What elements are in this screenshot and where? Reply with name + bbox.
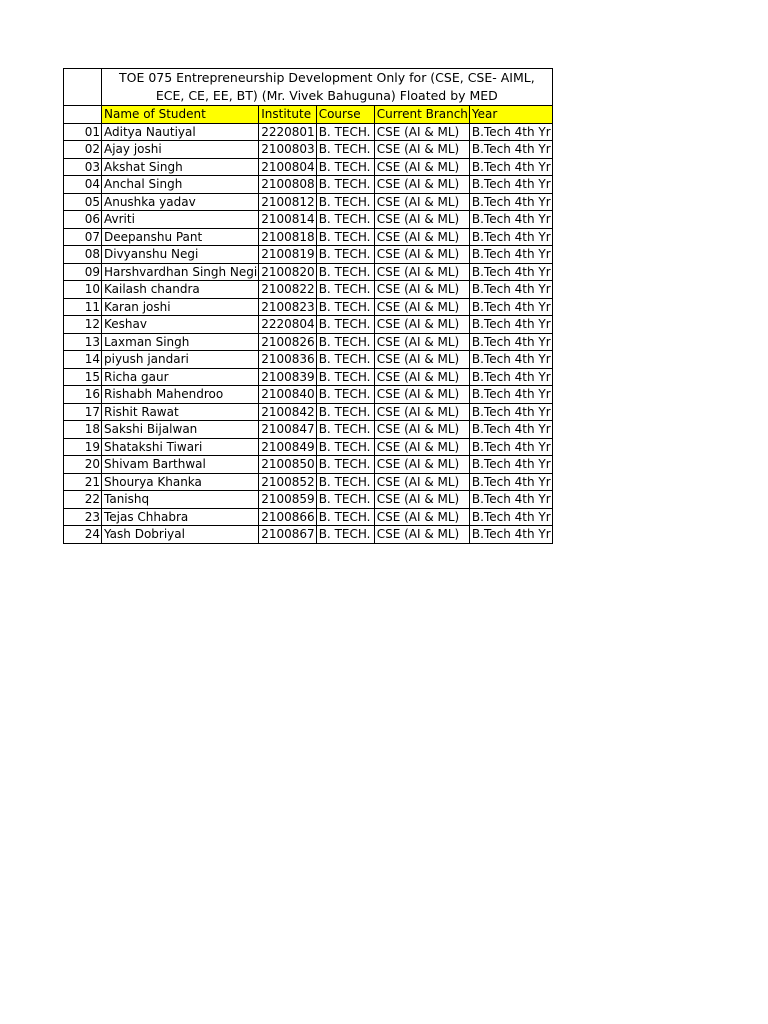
institute-id-cell: 2100804: [259, 158, 316, 176]
serial-number-cell: 09: [64, 263, 102, 281]
current-branch-cell: CSE (AI & ML): [374, 438, 469, 456]
current-branch-cell: CSE (AI & ML): [374, 298, 469, 316]
institute-id-cell: 2100808: [259, 176, 316, 194]
table-row: [64, 526, 553, 544]
course-cell: B. TECH.: [316, 403, 374, 421]
year-cell: B.Tech 4th Yr: [469, 228, 552, 246]
table-title-line-2: ECE, CE, EE, BT) (Mr. Vivek Bahuguna) Floated by MED: [155, 88, 498, 103]
header-row: [64, 106, 553, 124]
current-branch-cell: CSE (AI & ML): [374, 421, 469, 439]
course-cell: B. TECH.: [316, 316, 374, 334]
institute-id-cell: 2100867: [259, 526, 316, 544]
table-row: [64, 176, 553, 194]
table-body: [64, 69, 553, 544]
serial-number-cell: 13: [64, 333, 102, 351]
year-cell: B.Tech 4th Yr: [469, 508, 552, 526]
table-row: [64, 211, 553, 229]
student-name-cell: Keshav: [102, 316, 259, 334]
table-row: [64, 421, 553, 439]
institute-id-cell: 2220801: [259, 123, 316, 141]
serial-number-cell: 11: [64, 298, 102, 316]
course-cell: B. TECH.: [316, 228, 374, 246]
table-row: [64, 333, 553, 351]
institute-id-cell: 2100823: [259, 298, 316, 316]
table-row: [64, 263, 553, 281]
current-branch-cell: CSE (AI & ML): [374, 281, 469, 299]
serial-number-cell: 14: [64, 351, 102, 369]
institute-id-cell: 2100840: [259, 386, 316, 404]
year-cell: B.Tech 4th Yr: [469, 351, 552, 369]
year-cell: B.Tech 4th Yr: [469, 438, 552, 456]
serial-number-cell: 08: [64, 246, 102, 264]
serial-number-cell: 05: [64, 193, 102, 211]
serial-number-cell: 06: [64, 211, 102, 229]
institute-id-cell: 2100847: [259, 421, 316, 439]
current-branch-cell: CSE (AI & ML): [374, 176, 469, 194]
year-cell: B.Tech 4th Yr: [469, 491, 552, 509]
current-branch-cell: CSE (AI & ML): [374, 211, 469, 229]
table-row: [64, 438, 553, 456]
course-cell: B. TECH.: [316, 158, 374, 176]
student-name-cell: Tanishq: [102, 491, 259, 509]
student-name-cell: Shatakshi Tiwari: [102, 438, 259, 456]
year-cell: B.Tech 4th Yr: [469, 263, 552, 281]
student-name-cell: Tejas Chhabra: [102, 508, 259, 526]
course-cell: B. TECH.: [316, 368, 374, 386]
institute-id-cell: 2100836: [259, 351, 316, 369]
table-title: [102, 69, 553, 106]
current-branch-cell: CSE (AI & ML): [374, 141, 469, 159]
current-branch-cell: CSE (AI & ML): [374, 491, 469, 509]
current-branch-cell: CSE (AI & ML): [374, 263, 469, 281]
current-branch-cell: CSE (AI & ML): [374, 526, 469, 544]
current-branch-cell: CSE (AI & ML): [374, 368, 469, 386]
serial-number-cell: 15: [64, 368, 102, 386]
year-cell: B.Tech 4th Yr: [469, 526, 552, 544]
serial-number-cell: 17: [64, 403, 102, 421]
student-name-cell: Shivam Barthwal: [102, 456, 259, 474]
serial-number-cell: 07: [64, 228, 102, 246]
student-name-cell: Anchal Singh: [102, 176, 259, 194]
institute-id-cell: 2100803: [259, 141, 316, 159]
serial-number-cell: 24: [64, 526, 102, 544]
student-name-cell: Yash Dobriyal: [102, 526, 259, 544]
student-name-cell: Kailash chandra: [102, 281, 259, 299]
current-branch-cell: CSE (AI & ML): [374, 333, 469, 351]
header-name-of-student: Name of Student: [102, 106, 259, 124]
course-cell: B. TECH.: [316, 491, 374, 509]
course-cell: B. TECH.: [316, 333, 374, 351]
header-current-branch: Current Branch: [374, 106, 469, 124]
year-cell: B.Tech 4th Yr: [469, 123, 552, 141]
institute-id-cell: 2100814: [259, 211, 316, 229]
current-branch-cell: CSE (AI & ML): [374, 351, 469, 369]
serial-number-cell: 04: [64, 176, 102, 194]
institute-id-cell: 2100850: [259, 456, 316, 474]
table-row: [64, 386, 553, 404]
year-cell: B.Tech 4th Yr: [469, 193, 552, 211]
year-cell: B.Tech 4th Yr: [469, 281, 552, 299]
current-branch-cell: CSE (AI & ML): [374, 473, 469, 491]
course-cell: B. TECH.: [316, 123, 374, 141]
table-row: [64, 281, 553, 299]
header-year: Year: [469, 106, 552, 124]
student-name-cell: Rishit Rawat: [102, 403, 259, 421]
header-institute: Institute: [259, 106, 316, 124]
institute-id-cell: 2100818: [259, 228, 316, 246]
year-cell: B.Tech 4th Yr: [469, 211, 552, 229]
current-branch-cell: CSE (AI & ML): [374, 228, 469, 246]
year-cell: B.Tech 4th Yr: [469, 246, 552, 264]
institute-id-cell: 2100812: [259, 193, 316, 211]
course-cell: B. TECH.: [316, 526, 374, 544]
year-cell: B.Tech 4th Yr: [469, 386, 552, 404]
serial-number-cell: 10: [64, 281, 102, 299]
serial-number-cell: 20: [64, 456, 102, 474]
table-row: [64, 316, 553, 334]
course-cell: B. TECH.: [316, 473, 374, 491]
year-cell: B.Tech 4th Yr: [469, 403, 552, 421]
table-row: [64, 456, 553, 474]
table-row: [64, 246, 553, 264]
course-cell: B. TECH.: [316, 193, 374, 211]
course-cell: B. TECH.: [316, 176, 374, 194]
student-name-cell: Shourya Khanka: [102, 473, 259, 491]
header-serial-cell: [64, 106, 102, 124]
course-cell: B. TECH.: [316, 141, 374, 159]
serial-number-cell: 12: [64, 316, 102, 334]
course-cell: B. TECH.: [316, 438, 374, 456]
serial-number-cell: 23: [64, 508, 102, 526]
table-row: [64, 158, 553, 176]
course-cell: B. TECH.: [316, 246, 374, 264]
year-cell: B.Tech 4th Yr: [469, 158, 552, 176]
current-branch-cell: CSE (AI & ML): [374, 456, 469, 474]
serial-number-cell: 16: [64, 386, 102, 404]
title-row-blank-cell: [64, 69, 102, 106]
year-cell: B.Tech 4th Yr: [469, 456, 552, 474]
serial-number-cell: 19: [64, 438, 102, 456]
serial-number-cell: 22: [64, 491, 102, 509]
table-row: [64, 403, 553, 421]
table-row: [64, 351, 553, 369]
course-cell: B. TECH.: [316, 351, 374, 369]
student-name-cell: Karan joshi: [102, 298, 259, 316]
institute-id-cell: 2100859: [259, 491, 316, 509]
serial-number-cell: 03: [64, 158, 102, 176]
course-cell: B. TECH.: [316, 263, 374, 281]
current-branch-cell: CSE (AI & ML): [374, 316, 469, 334]
table-row: [64, 193, 553, 211]
header-course: Course: [316, 106, 374, 124]
year-cell: B.Tech 4th Yr: [469, 176, 552, 194]
student-name-cell: Aditya Nautiyal: [102, 123, 259, 141]
student-name-cell: Richa gaur: [102, 368, 259, 386]
current-branch-cell: CSE (AI & ML): [374, 403, 469, 421]
student-name-cell: Akshat Singh: [102, 158, 259, 176]
table-row: [64, 228, 553, 246]
serial-number-cell: 21: [64, 473, 102, 491]
institute-id-cell: 2100842: [259, 403, 316, 421]
institute-id-cell: 2100852: [259, 473, 316, 491]
institute-id-cell: 2220804: [259, 316, 316, 334]
year-cell: B.Tech 4th Yr: [469, 368, 552, 386]
table-row: [64, 368, 553, 386]
student-list-table: [63, 68, 553, 544]
current-branch-cell: CSE (AI & ML): [374, 508, 469, 526]
year-cell: B.Tech 4th Yr: [469, 333, 552, 351]
institute-id-cell: 2100819: [259, 246, 316, 264]
course-cell: B. TECH.: [316, 456, 374, 474]
year-cell: B.Tech 4th Yr: [469, 421, 552, 439]
course-cell: B. TECH.: [316, 281, 374, 299]
course-cell: B. TECH.: [316, 298, 374, 316]
course-cell: B. TECH.: [316, 508, 374, 526]
institute-id-cell: 2100820: [259, 263, 316, 281]
student-name-cell: Ajay joshi: [102, 141, 259, 159]
institute-id-cell: 2100826: [259, 333, 316, 351]
table-row: [64, 141, 553, 159]
serial-number-cell: 01: [64, 123, 102, 141]
year-cell: B.Tech 4th Yr: [469, 473, 552, 491]
table-row: [64, 123, 553, 141]
current-branch-cell: CSE (AI & ML): [374, 123, 469, 141]
student-name-cell: Avriti: [102, 211, 259, 229]
title-row: [64, 69, 553, 106]
current-branch-cell: CSE (AI & ML): [374, 193, 469, 211]
table-row: [64, 508, 553, 526]
student-name-cell: Anushka yadav: [102, 193, 259, 211]
table-row: [64, 491, 553, 509]
serial-number-cell: 02: [64, 141, 102, 159]
current-branch-cell: CSE (AI & ML): [374, 386, 469, 404]
student-name-cell: Harshvardhan Singh Negi: [102, 263, 259, 281]
institute-id-cell: 2100822: [259, 281, 316, 299]
year-cell: B.Tech 4th Yr: [469, 316, 552, 334]
student-name-cell: Sakshi Bijalwan: [102, 421, 259, 439]
year-cell: B.Tech 4th Yr: [469, 141, 552, 159]
student-name-cell: Laxman Singh: [102, 333, 259, 351]
course-cell: B. TECH.: [316, 386, 374, 404]
table-row: [64, 473, 553, 491]
course-cell: B. TECH.: [316, 421, 374, 439]
year-cell: B.Tech 4th Yr: [469, 298, 552, 316]
institute-id-cell: 2100839: [259, 368, 316, 386]
student-name-cell: piyush jandari: [102, 351, 259, 369]
institute-id-cell: 2100849: [259, 438, 316, 456]
table-row: [64, 298, 553, 316]
current-branch-cell: CSE (AI & ML): [374, 158, 469, 176]
table-title-line-1: TOE 075 Entrepreneurship Development Only for (CSE, CSE- AIML,: [118, 70, 535, 85]
student-name-cell: Rishabh Mahendroo: [102, 386, 259, 404]
student-name-cell: Deepanshu Pant: [102, 228, 259, 246]
institute-id-cell: 2100866: [259, 508, 316, 526]
course-cell: B. TECH.: [316, 211, 374, 229]
student-name-cell: Divyanshu Negi: [102, 246, 259, 264]
serial-number-cell: 18: [64, 421, 102, 439]
current-branch-cell: CSE (AI & ML): [374, 246, 469, 264]
